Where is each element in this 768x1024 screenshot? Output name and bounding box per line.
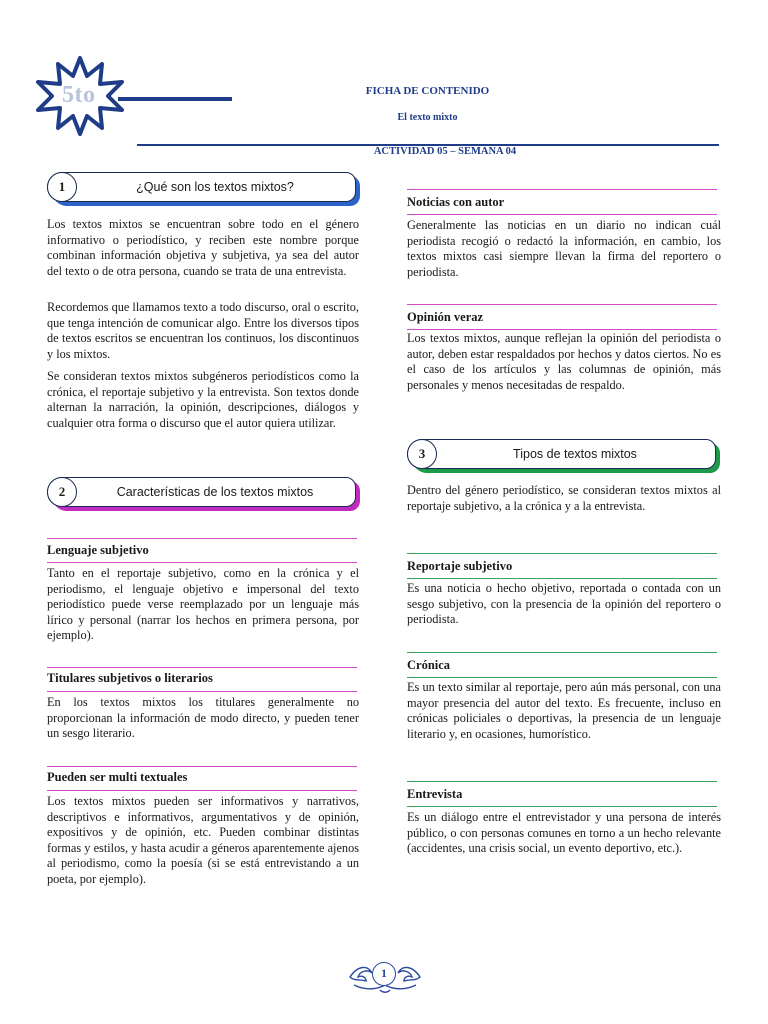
- section-2-number: 2: [47, 477, 77, 507]
- divider: [407, 329, 717, 330]
- divider: [47, 766, 357, 767]
- divider: [47, 790, 357, 791]
- divider: [407, 677, 717, 678]
- subheading: Reportaje subjetivo: [407, 559, 513, 573]
- section-3-title: Tipos de textos mixtos: [513, 447, 637, 461]
- section-2-title: Características de los textos mixtos: [116, 485, 314, 499]
- subheading: Noticias con autor: [407, 195, 505, 209]
- subheading: Pueden ser multi textuales: [47, 770, 188, 784]
- item-text: Tanto en el reportaje subjetivo, como en la crónica y el periodismo, el lenguaje objetivo e impersonal del texto periodístico puede verse reemplazado por un lenguaje más lírico y personal (narrar los hechos en primera persona, por ejemplo).: [47, 566, 359, 643]
- subheading: Lenguaje subjetivo: [47, 543, 149, 557]
- divider: [47, 562, 357, 563]
- divider: [407, 214, 717, 215]
- divider: [407, 189, 717, 190]
- section-1-paragraph: Los textos mixtos se encuentran sobre todo en el género informativo o periodístico, y reciben este nombre porque combinan información objetiva y subjetiva, ya sea del autor del texto o de otra persona, cuando se trata de una entrevista.: [47, 217, 359, 278]
- header-rule-top: [118, 97, 232, 101]
- divider: [407, 806, 717, 807]
- document-title: FICHA DE CONTENIDO: [365, 85, 490, 97]
- item-text: Los textos mixtos, aunque reflejan la opinión del periodista o autor, deben estar respaldados por hechos y datos ciertos. No es el caso de los artículos y las columnas de opinión, más personales y menos necesitadas de respaldo.: [407, 331, 721, 392]
- grade-label: 5to: [62, 82, 96, 108]
- divider: [407, 553, 717, 554]
- page-number: 1: [372, 962, 396, 986]
- divider: [407, 781, 717, 782]
- divider: [47, 691, 357, 692]
- section-1-number: 1: [47, 172, 77, 202]
- item-text: Generalmente las noticias en un diario no indican cuál periodista recogió o redactó la información, en cambio, los textos mixtos casi siempre llevan la firma del reportero o periodista.: [407, 218, 721, 279]
- item-text: Es un diálogo entre el entrevistador y una persona de interés público, o con personas comunes en torno a un hecho relevante (accidentes, una crisis social, un evento deportivo, etc.).: [407, 810, 721, 856]
- item-text: En los textos mixtos los titulares generalmente no proporcionan la información de modo directo, y pueden tener un sesgo literario.: [47, 695, 359, 741]
- section-1-paragraph: Recordemos que llamamos texto a todo discurso, oral o escrito, que tenga intención de comunicar algo. Entre los diversos tipos de textos escritos se encuentran los continuos, los discontinuos y los mixtos.: [47, 300, 359, 361]
- item-text: Los textos mixtos pueden ser informativos y narrativos, descriptivos e informativos, argumentativos y de opinión, expositivos y de opinión, etc. Pueden combinar distintas formas y estilos, y hasta acudir a géneros aparentemente ajenos al periodismo, como la poesía (si se está entrevistando a un poeta, por ejemplo).: [47, 794, 359, 886]
- divider: [407, 578, 717, 579]
- subheading: Entrevista: [407, 787, 463, 801]
- item-text: Es una noticia o hecho objetivo, reportada o contada con un sesgo subjetivo, con la presencia de la opinión del reportero o periodista.: [407, 581, 721, 627]
- section-1-paragraph: Se consideran textos mixtos subgéneros periodísticos como la crónica, el reportaje subjetivo y la entrevista. Son textos donde alternan la narración, la opinión, descripciones, diálogos y cualquier otra forma o discurso que el autor quiera utilizar.: [47, 369, 359, 430]
- divider: [407, 652, 717, 653]
- document-subtitle: El texto mixto: [397, 112, 458, 123]
- subheading: Crónica: [407, 658, 451, 672]
- section-3-number: 3: [407, 439, 437, 469]
- divider: [407, 304, 717, 305]
- item-text: Es un texto similar al reportaje, pero aún más personal, con una mayor presencia del autor del texto. Es frecuente, incluso en crónicas policiales o deportivas, la presencia de un lenguaje literario y, en ocasiones, humorístico.: [407, 680, 721, 741]
- section-1-title: ¿Qué son los textos mixtos?: [136, 180, 294, 194]
- subheading: Opinión veraz: [407, 310, 484, 324]
- divider: [47, 667, 357, 668]
- subheading: Titulares subjetivos o literarios: [47, 671, 213, 685]
- section-3-intro: Dentro del género periodístico, se consideran textos mixtos al reportaje subjetivo, a la crónica y a la entrevista.: [407, 483, 721, 513]
- activity-label: ACTIVIDAD 05 – SEMANA 04: [373, 146, 517, 157]
- divider: [47, 538, 357, 539]
